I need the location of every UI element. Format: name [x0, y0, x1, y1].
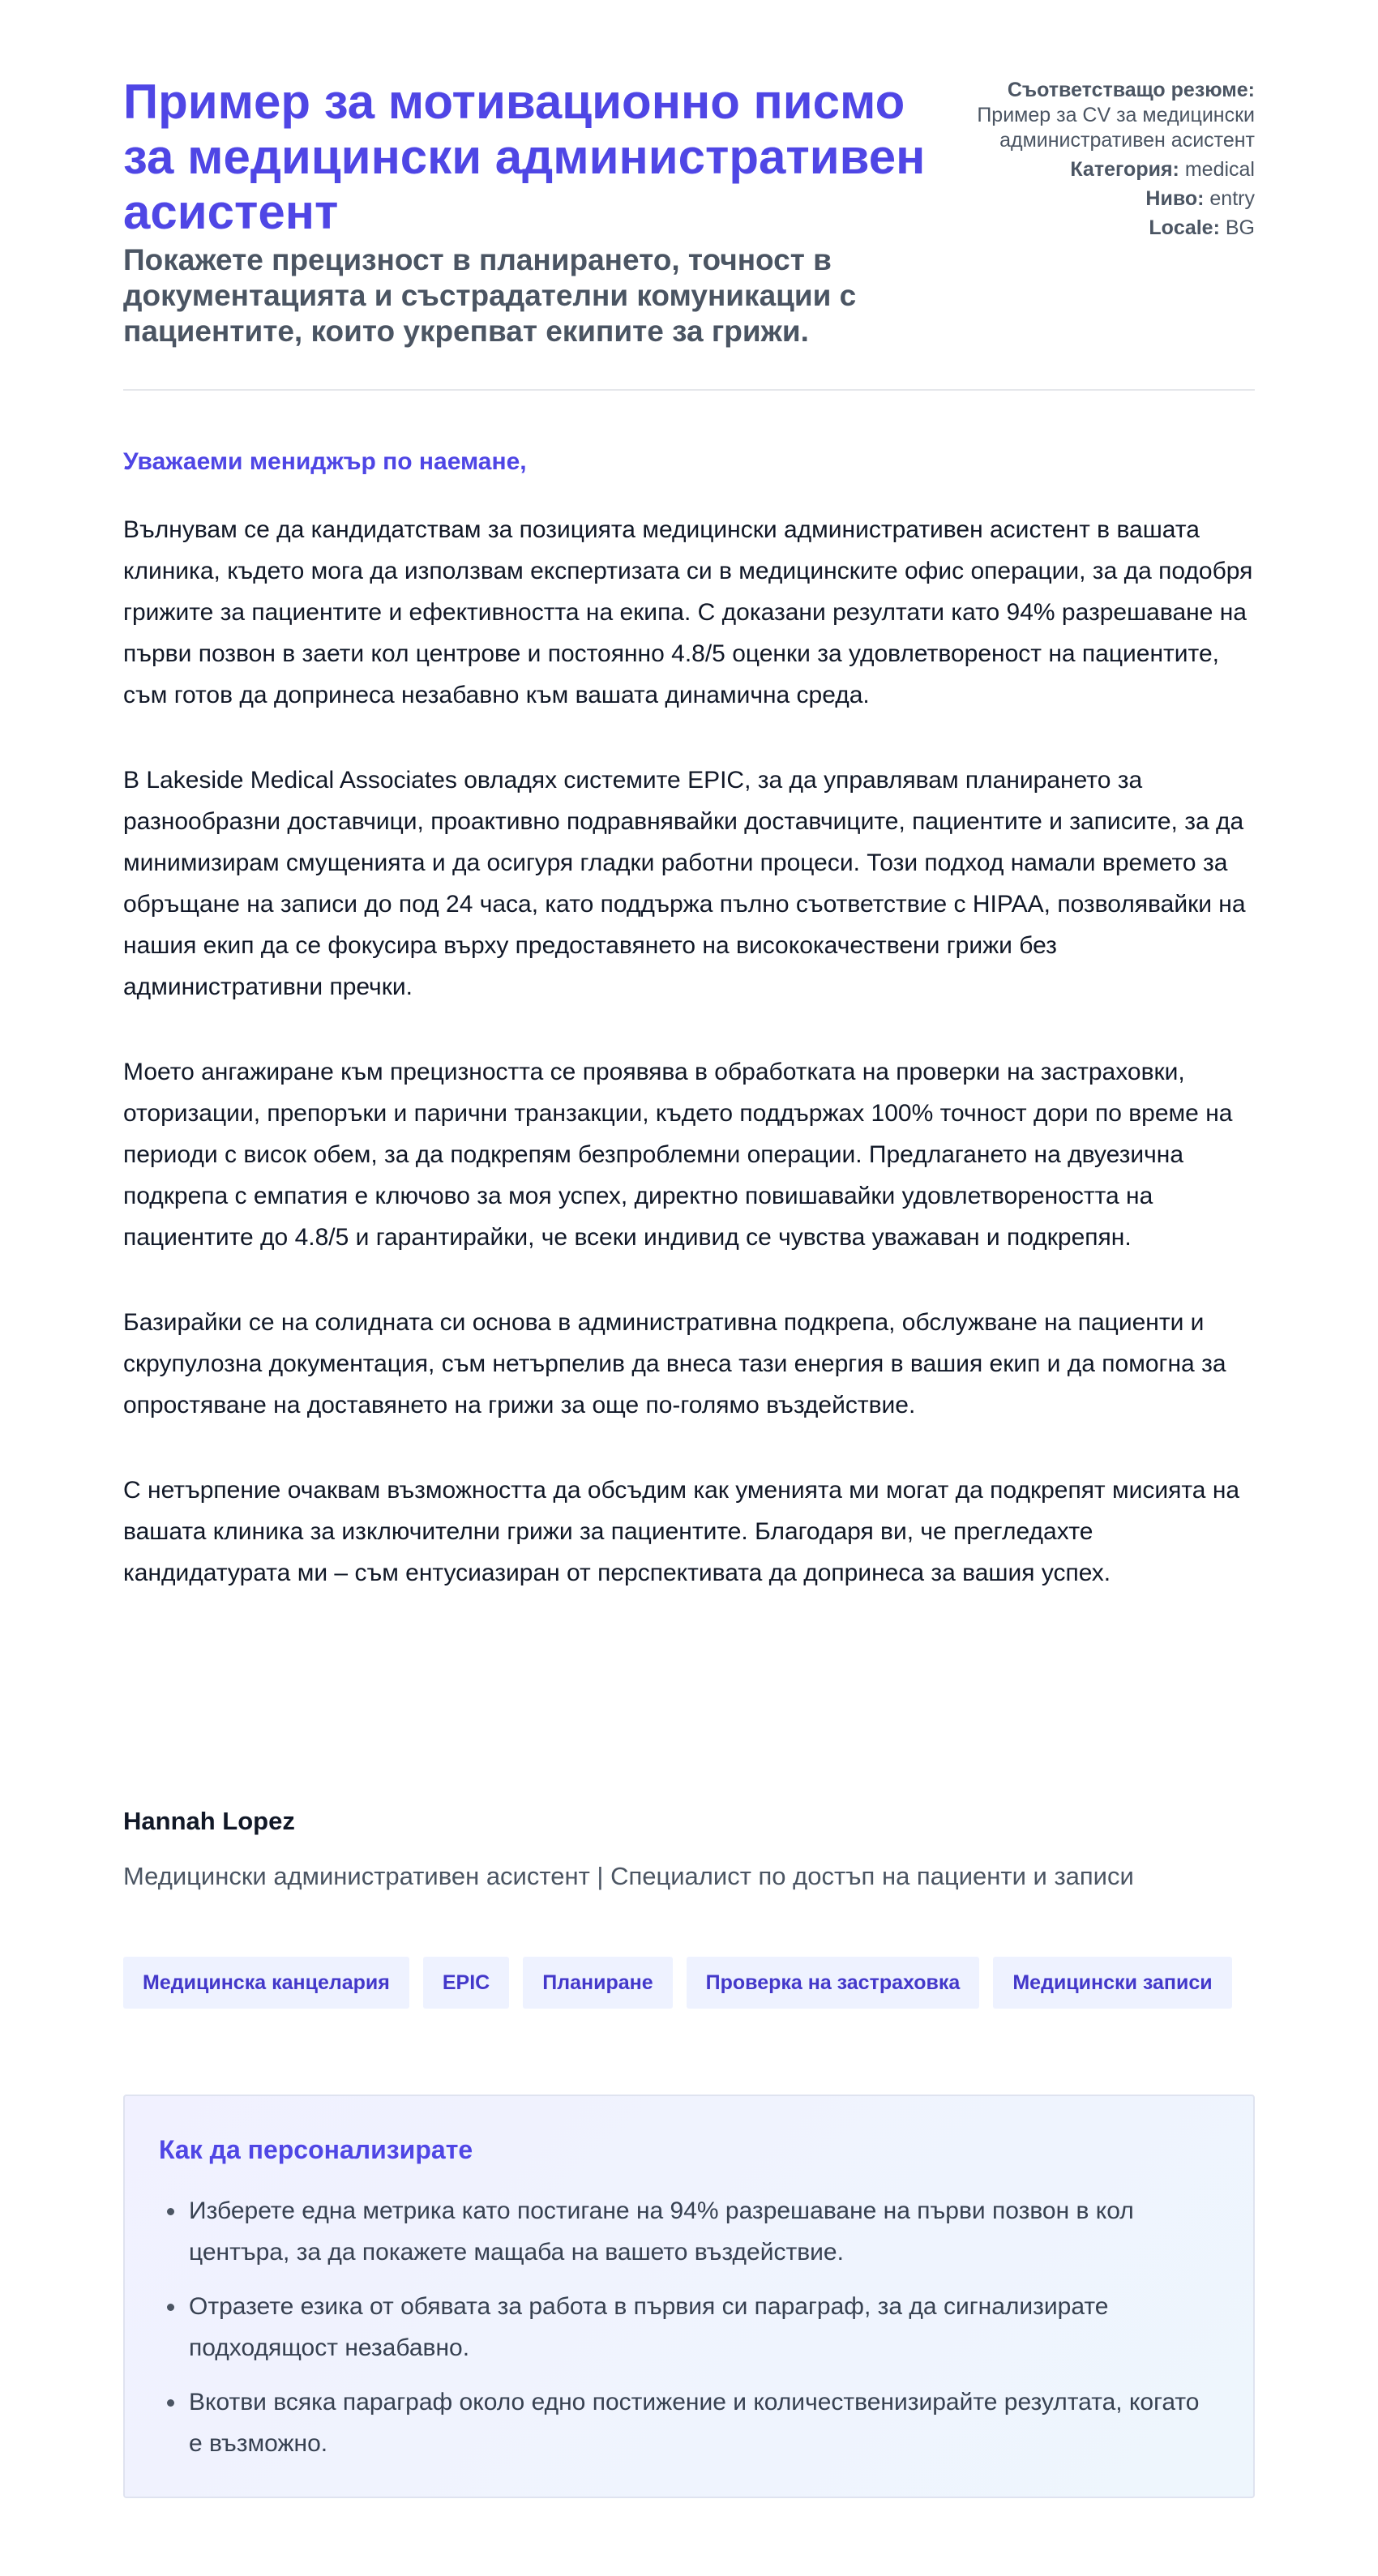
meta-panel: [914, 78, 1255, 245]
signature-role: Медицински административен асистент | Специалист по достъп на пациенти и записи: [123, 1862, 1134, 1890]
meta-level-value: entry: [1209, 187, 1255, 210]
letter-paragraph: С нетърпение очаквам възможността да обсъдим как уменията ми могат да подкрепят мисията на вашата клиника за изключителни грижи за пациентите. Благодаря ви, че прегледахте кандидатурата ми – съм ентусиазиран от перспективата да допринеса за вашия успех.: [123, 1477, 1240, 1586]
skill-tags: [123, 1957, 1232, 2009]
meta-category-label: Категория:: [1070, 158, 1179, 181]
skill-tag: Медицинска канцелария: [123, 1957, 409, 2009]
bullet-icon: [167, 2208, 174, 2215]
letter-paragraph: Моето ангажиране към прецизността се проявява в обработката на проверки на застраховки, оторизации, препоръки и парични транзакции, където поддържах 100% точност дори по време на периоди с висок обем, за да подкрепям безпроблемни операции. Предлагането на двуезична подкрепа с емпатия е ключово за моя успех, директно повишавайки удовлетвореността на пациентите до 4.8/5 и гарантирайки, че всеки индивид се чувства уважаван и подкрепян.: [123, 1059, 1233, 1251]
meta-locale: [914, 216, 1255, 241]
meta-resume-label: Съответстващо резюме:: [1007, 79, 1255, 101]
meta-category: [914, 157, 1255, 182]
tip-text: Вкотви всяка параграф около едно постижение и количественизирайте резултата, когато е възможно.: [189, 2389, 1200, 2457]
meta-resume: [914, 78, 1255, 153]
header-divider: [123, 389, 1255, 391]
tip-item: [159, 2190, 1205, 2273]
meta-locale-value: BG: [1225, 216, 1255, 239]
meta-resume-value: Пример за CV за медицински административен асистент: [977, 104, 1255, 152]
meta-level: [914, 186, 1255, 212]
tip-text: Изберете една метрика като постигане на 94% разрешаване на първи позвон в кол центъра, за да покажете мащаба на вашето въздействие.: [189, 2197, 1134, 2266]
page-subtitle: Покажете прецизност в планирането, точност в документацията и състрадателни комуникации с пациентите, които укрепват екипите за грижи.: [123, 243, 857, 348]
meta-locale-label: Locale:: [1149, 216, 1220, 239]
tip-text: Отразете езика от обявата за работа в първия си параграф, за да сигнализирате подходящост незабавно.: [189, 2293, 1109, 2361]
tips-title: Как да персонализирате: [159, 2135, 473, 2164]
skill-tag: EPIC: [423, 1957, 509, 2009]
personalization-tips-box: [123, 2095, 1255, 2498]
tip-item: [159, 2381, 1205, 2464]
signature-name: Hannah Lopez: [123, 1807, 295, 1835]
page-title: Пример за мотивационно писмо за медицински административен асистент: [123, 75, 926, 239]
letter-paragraph: В Lakeside Medical Associates овладях системите EPIC, за да управлявам планирането за разнообразни доставчици, проактивно подравнявайки доставчиците, пациентите и записите, за да минимизирам смущенията и да осигуря гладки работни процеси. Този подход намали времето за обръщане на записи до под 24 часа, като поддържа пълно съответствие с HIPAA, позволявайки на нашия екип да се фокусира върху предоставянето на висококачествени грижи без административни пречки.: [123, 767, 1246, 1000]
tips-list: [159, 2190, 1205, 2477]
meta-level-label: Ниво:: [1145, 187, 1205, 210]
letter-body: [123, 509, 1258, 1637]
skill-tag: Проверка на застраховка: [687, 1957, 980, 2009]
skill-tag: Планиране: [523, 1957, 672, 2009]
meta-category-value: medical: [1184, 158, 1255, 181]
skill-tag: Медицински записи: [993, 1957, 1231, 2009]
signature-block: [123, 1804, 1255, 1893]
tip-item: [159, 2286, 1205, 2368]
letter-paragraph: Базирайки се на солидната си основа в административна подкрепа, обслужване на пациенти и скрупулозна документация, съм нетърпелив да внеса тази енергия в вашия екип и да помогна за опростяване на доставянето на грижи за още по-голямо въздействие.: [123, 1309, 1226, 1419]
bullet-icon: [167, 2399, 174, 2407]
letter-greeting: Уважаеми мениджър по наемане,: [123, 448, 527, 475]
bullet-icon: [167, 2304, 174, 2311]
letter-paragraph: Вълнувам се да кандидатствам за позицията медицински административен асистент в вашата клиника, където мога да използвам експертизата си в медицинските офис операции, за да подобря грижите за пациентите и ефективността на екипа. С доказани резултати като 94% разрешаване на първи позвон в заети кол центрове и постоянно 4.8/5 оценки за удовлетвореност на пациентите, съм готов да допринеса незабавно към вашата динамична среда.: [123, 516, 1253, 708]
